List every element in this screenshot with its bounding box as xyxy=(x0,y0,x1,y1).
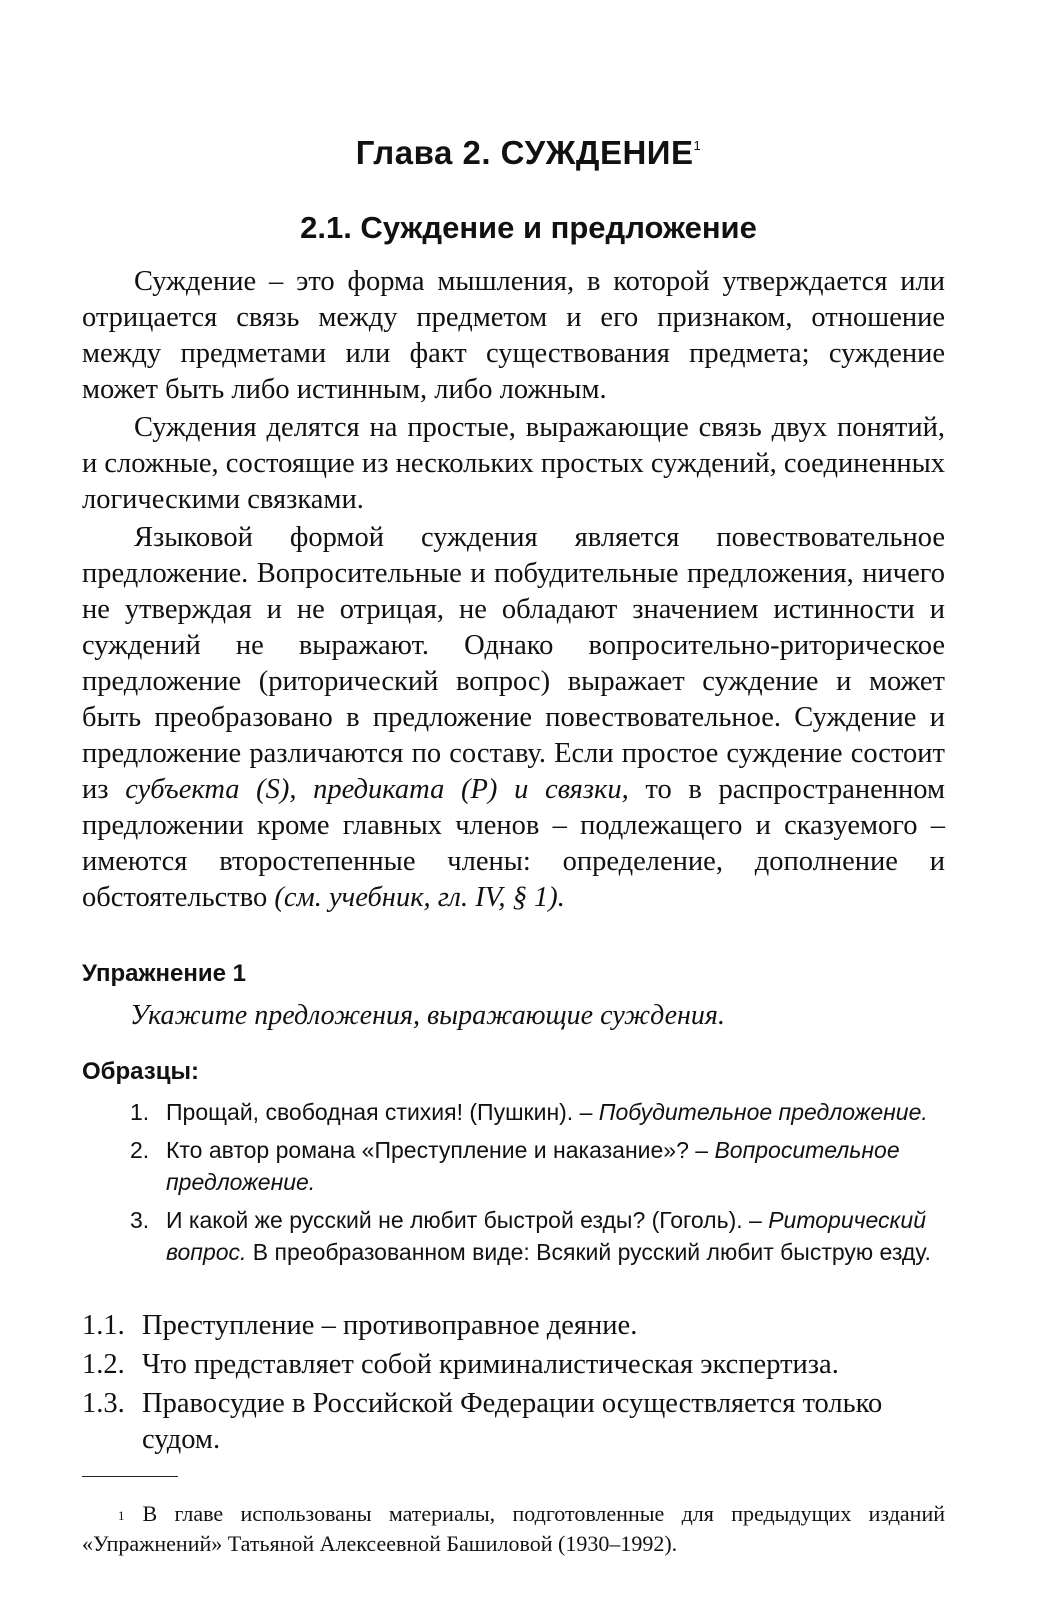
sample-answer: Вопросительное предложение. xyxy=(166,1137,900,1195)
samples-heading: Образцы: xyxy=(82,1058,199,1085)
footnote-mark: 1 xyxy=(118,1508,125,1523)
paragraph-text-a: Языковой формой суждения является повествовательное предложение. Вопросительные и побудительные предложения, ничего не утверждая и не отрицая, не обладают значением истинности и суждений не выражают. Однако вопросительно-риторическое предложение (риторический вопрос) выражает суждение и может быть преобразовано в предложение повествовательное. Суждение и предложение различаются по составу. Если простое суждение состоит из xyxy=(82,522,945,805)
exercise-heading: Упражнение 1 xyxy=(82,960,246,987)
sample-number: 3. xyxy=(130,1207,150,1233)
sample-item xyxy=(130,1204,945,1268)
exercise-item-text: Преступление – противоправное деяние. xyxy=(142,1310,638,1341)
paragraph-text-b: то в распространенном предложении кроме главных членов – подлежащего и сказуемого – имеются второстепенные члены: определение, дополнение и обстоятельство xyxy=(82,774,946,913)
sample-number: 1. xyxy=(130,1099,150,1125)
sample-text: И какой же русский не любит быстрой езды? (Гоголь). – xyxy=(166,1207,769,1233)
section-title: 2.1. Суждение и предложение xyxy=(300,210,757,245)
footnote-divider xyxy=(82,1476,178,1477)
exercise-task: Укажите предложения, выражающие суждения. xyxy=(130,1000,725,1031)
sample-tail: В преобразованном виде: Всякий русский любит быструю езду. xyxy=(246,1239,931,1265)
samples-list xyxy=(82,1096,945,1268)
sample-number: 2. xyxy=(130,1137,150,1163)
footnote-reference: 1 xyxy=(693,138,702,153)
exercise-item xyxy=(82,1347,945,1383)
exercise-items xyxy=(82,1308,945,1458)
chapter-title-text: Глава 2. СУЖДЕНИЕ xyxy=(355,134,694,171)
sample-text: Кто автор романа «Преступление и наказание»? – xyxy=(166,1137,715,1163)
exercise-item xyxy=(82,1386,945,1458)
sample-text: Прощай, свободная стихия! (Пушкин). – xyxy=(166,1099,599,1125)
sample-item xyxy=(130,1134,945,1198)
exercise-item-text: Что представляет собой криминалистическая экспертиза. xyxy=(142,1349,839,1380)
sample-answer: Побудительное предложение. xyxy=(598,1099,928,1125)
paragraph-italic-terms: субъекта (S), предиката (P) и связки, xyxy=(125,774,629,805)
sample-answer: Риторический вопрос. xyxy=(166,1207,926,1265)
chapter-title xyxy=(82,134,945,172)
exercise-item-number: 1.1. xyxy=(82,1310,125,1341)
paragraph-language-form xyxy=(82,520,945,916)
sample-item xyxy=(130,1096,945,1128)
paragraph-definition: Суждение – это форма мышления, в которой утверждается или отрицается связь между предметом и его признаком, отношение между предметами или факт существования предмета; суждение может быть либо истинным, либо ложным. xyxy=(82,266,945,405)
exercise-item xyxy=(82,1308,945,1344)
exercise-item-number: 1.2. xyxy=(82,1349,125,1380)
footnote xyxy=(82,1499,945,1559)
footnote-text: В главе использованы материалы, подготовленные для предыдущих изданий «Упражнений» Татьяной Алексеевной Башиловой (1930–1992). xyxy=(82,1501,945,1556)
paragraph-types: Суждения делятся на простые, выражающие связь двух понятий, и сложные, состоящие из нескольких простых суждений, соединенных логическими связками. xyxy=(82,412,945,515)
exercise-item-text: Правосудие в Российской Федерации осуществляется только судом. xyxy=(142,1388,883,1455)
exercise-item-number: 1.3. xyxy=(82,1388,125,1419)
textbook-reference: (см. учебник, гл. IV, § 1). xyxy=(274,882,565,913)
